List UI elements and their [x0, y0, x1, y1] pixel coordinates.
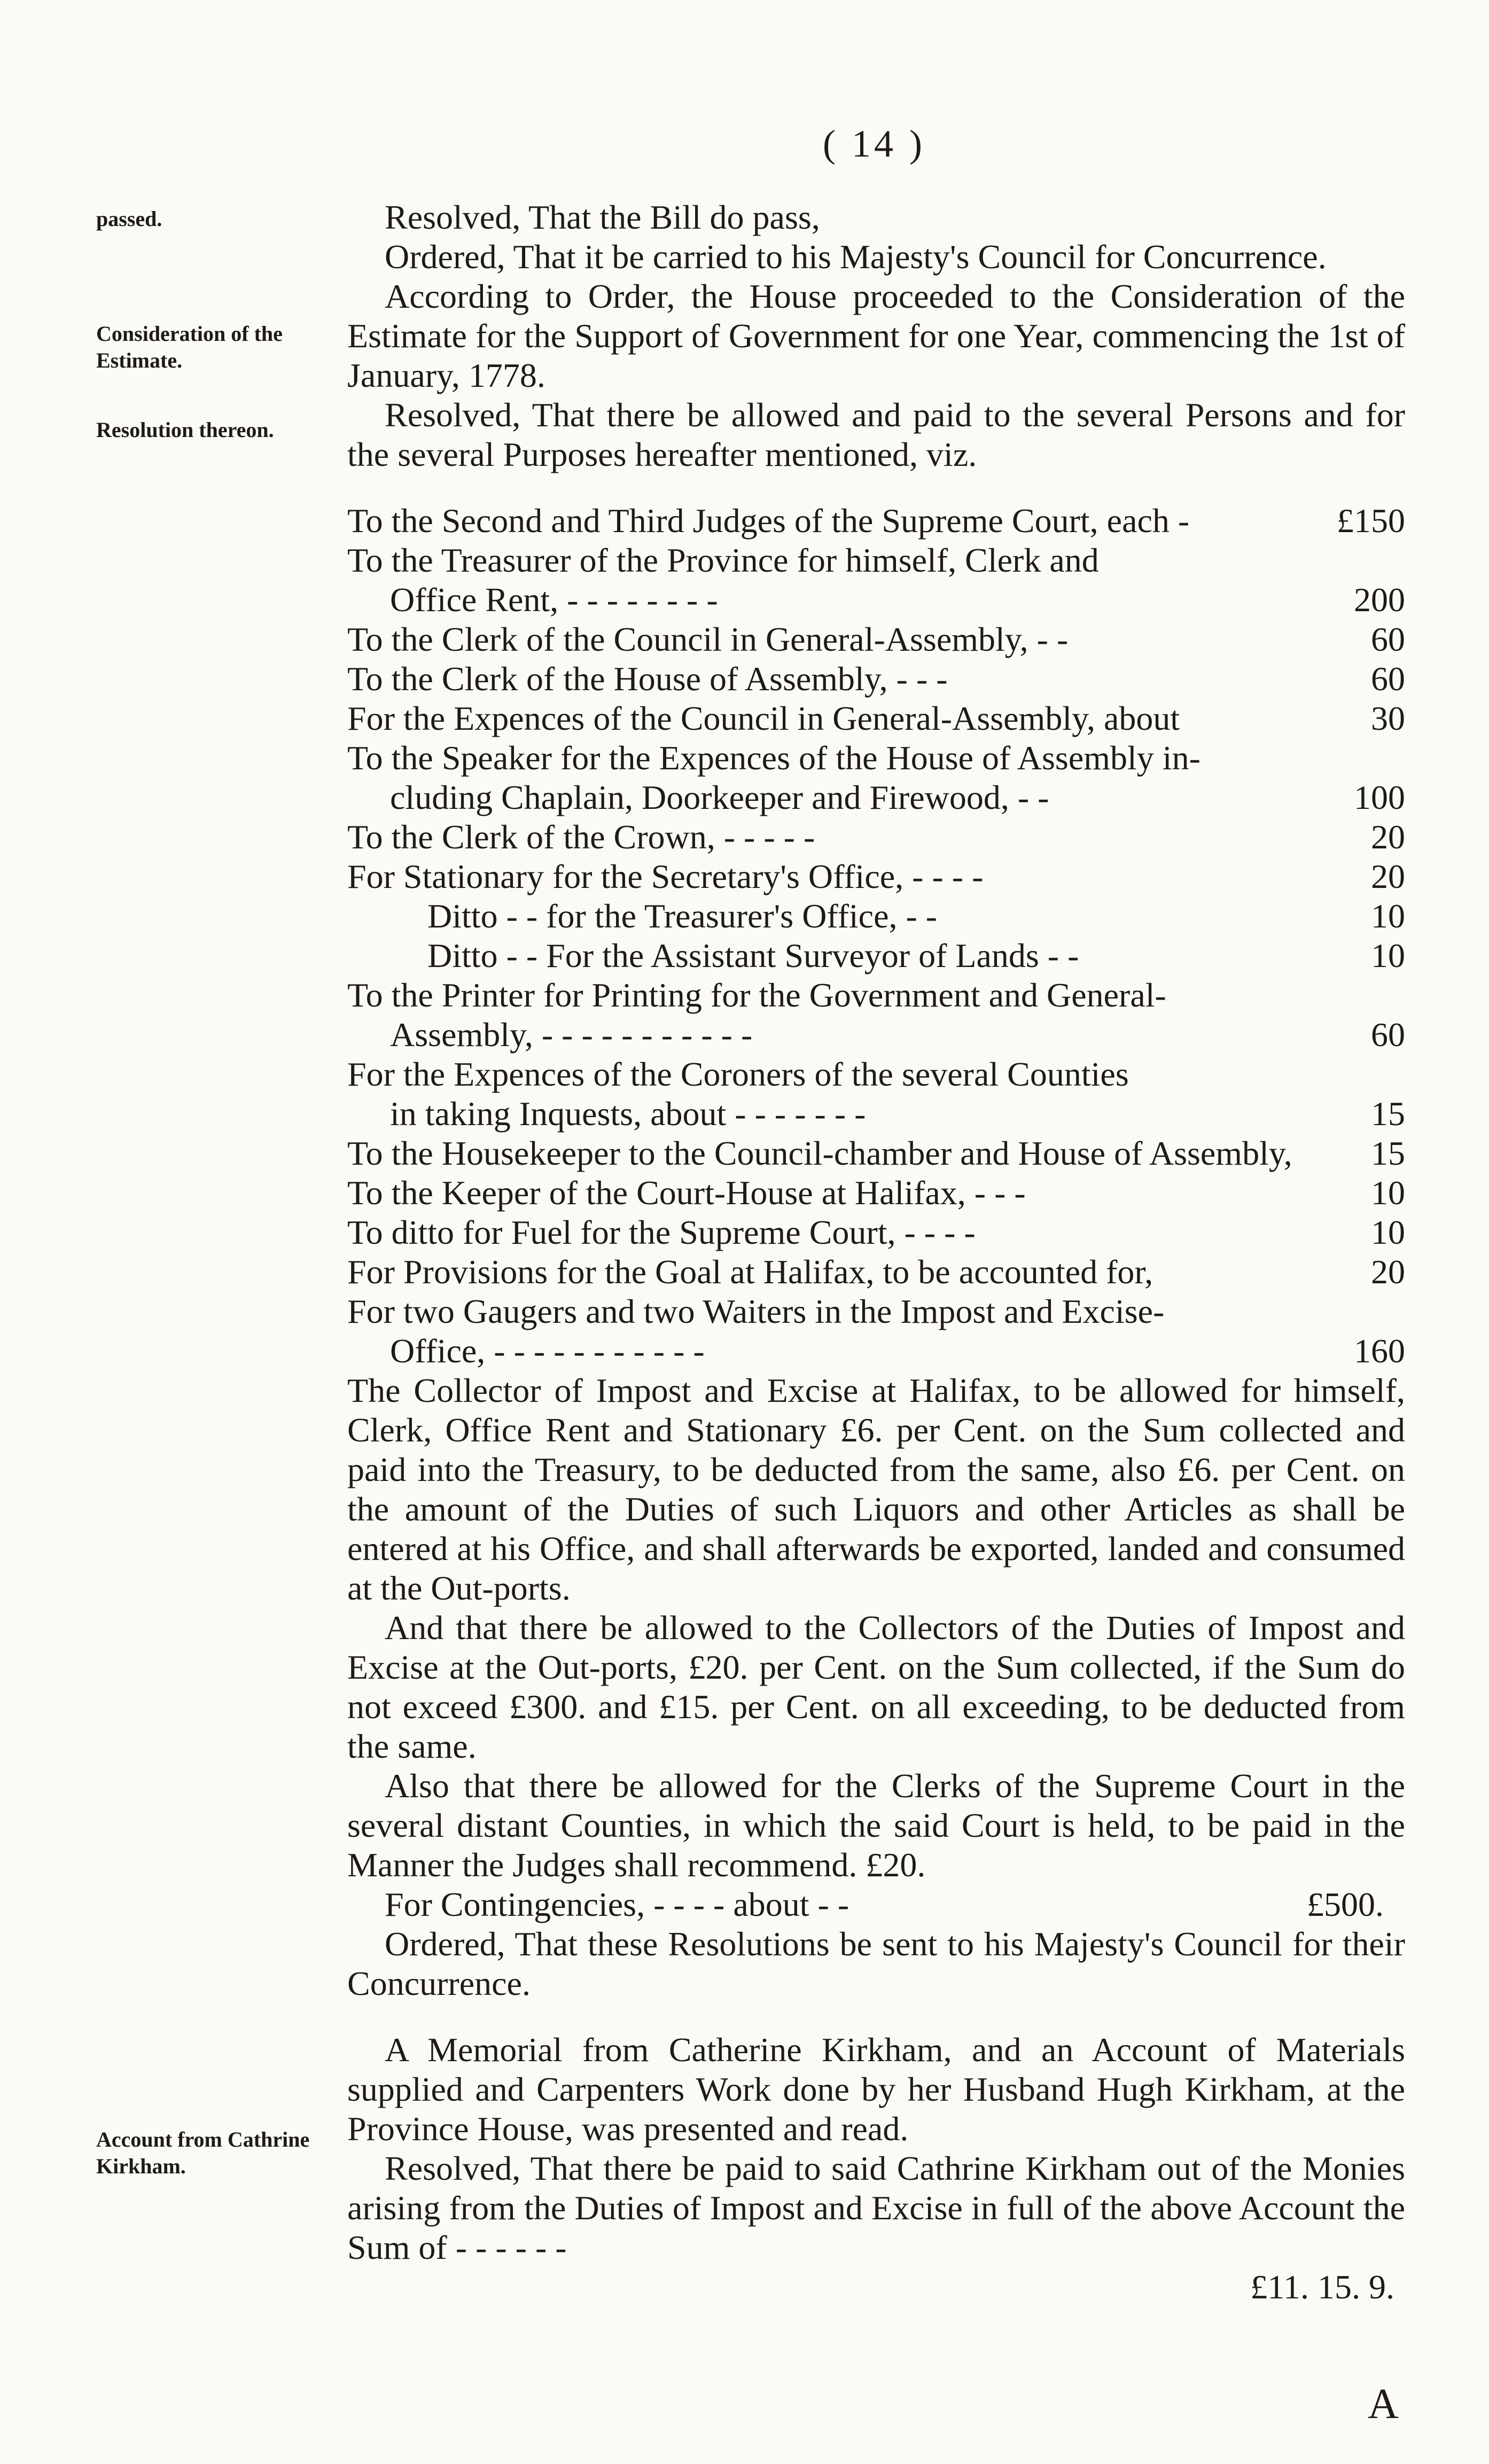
estimate-row: For Stationary for the Secretary's Office, - - - - 20	[347, 857, 1405, 895]
paragraph-ordered-council: Ordered, That it be carried to his Majesty's Council for Concurrence.	[385, 238, 1327, 276]
estimate-row: Ditto - - For the Assistant Surveyor of Lands - - 10	[427, 937, 1405, 974]
paragraph-clerks: Also that there be allowed for the Clerks of the Supreme Court in the several distant Counties, in which the said Court is held, to be paid in the Manner the Judges shall recommend. £20.	[347, 1767, 1405, 1884]
estimate-row: To the Printer for Printing for the Government and General-	[347, 976, 1166, 1014]
estimate-row: To the Housekeeper to the Council-chamber and House of Assembly, 15	[347, 1134, 1405, 1172]
estimate-row: To the Clerk of the Crown, - - - - - 20	[347, 818, 1405, 856]
kirkham-amount-row	[347, 2267, 1405, 2307]
margin-note-account: Account from Cathrine Kirkham.	[96, 2127, 310, 2178]
estimate-row: For two Gaugers and two Waiters in the Impost and Excise-	[347, 1292, 1165, 1330]
estimate-row: Office, - - - - - - - - - - - 160	[390, 1332, 1405, 1370]
paragraph-memorial: A Memorial from Catherine Kirkham, and an Account of Materials supplied and Carpenters Work done by her Husband Hugh Kirkham, at the Province House, was presented and read.	[347, 2031, 1405, 2148]
catchword: A	[1368, 2381, 1399, 2428]
estimate-row: For the Expences of the Council in General-Assembly, about 30	[347, 699, 1405, 737]
estimate-row: To the Clerk of the Council in General-Assembly, - - 60	[347, 620, 1405, 658]
paragraph-ordered-resolutions: Ordered, That these Resolutions be sent to his Majesty's Council for their Concurrence.	[347, 1925, 1405, 2002]
estimate-row: in taking Inquests, about - - - - - - - 15	[390, 1095, 1405, 1133]
margin-note-passed: passed.	[96, 207, 162, 231]
estimate-row: To the Keeper of the Court-House at Halifax, - - - 10	[347, 1174, 1405, 1212]
paragraph-resolved-allowed: Resolved, That there be allowed and paid to the several Persons and for the several Purposes hereafter mentioned, viz.	[347, 396, 1405, 473]
estimate-row: To the Clerk of the House of Assembly, - - - 60	[347, 660, 1405, 698]
contingencies-row: For Contingencies, - - - - about - - £500.	[385, 1885, 1384, 1923]
estimate-row: Assembly, - - - - - - - - - - - 60	[390, 1016, 1405, 1054]
estimate-row: For Provisions for the Goal at Halifax, to be accounted for, 20	[347, 1253, 1405, 1291]
paragraph-collector: The Collector of Impost and Excise at Halifax, to be allowed for himself, Clerk, Office Rent and Stationary £6. per Cent. on the Sum collected and paid into the Treasury, to be deducted from the same, also £6. per Cent. on the amount of the Duties of such Liquors and other Articles as shall be entered at his Office, and shall afterwards be exported, landed and consumed at the Out-ports.	[347, 1371, 1405, 1607]
main-text	[347, 198, 1405, 2307]
kirkham-amount: £11. 15. 9.	[1250, 2268, 1394, 2306]
page-number: ( 14 )	[823, 122, 925, 165]
estimate-row: For the Expences of the Coroners of the several Counties	[347, 1055, 1129, 1093]
estimate-row: To the Treasurer of the Province for himself, Clerk and	[347, 541, 1099, 579]
paragraph-consideration: According to Order, the House proceeded to the Consideration of the Estimate for the Support of Government for one Year, commencing the 1st of January, 1778.	[347, 277, 1405, 394]
estimate-row: To ditto for Fuel for the Supreme Court, - - - - 10	[347, 1213, 1405, 1251]
estimate-list	[347, 501, 1405, 1371]
paragraph-resolved-bill: Resolved, That the Bill do pass,	[385, 198, 820, 236]
estimate-row: To the Speaker for the Expences of the House of Assembly in-	[347, 739, 1200, 777]
estimate-row: Office Rent, - - - - - - - - 200	[390, 581, 1405, 619]
estimate-row: Ditto - - for the Treasurer's Office, - - 10	[427, 897, 1405, 935]
margin-note-resolution: Resolution thereon.	[96, 418, 274, 442]
paragraph-outports: And that there be allowed to the Collectors of the Duties of Impost and Excise at the Out-ports, £20. per Cent. on the Sum collected, if the Sum do not exceed £300. and £15. per Cent. on all exceeding, to be deducted from the same.	[347, 1609, 1405, 1765]
margin-note-consideration: Consideration of the Estimate.	[96, 322, 283, 372]
estimate-row: To the Second and Third Judges of the Supreme Court, each - £150	[347, 502, 1405, 540]
paragraph-resolved-kirkham: Resolved, That there be paid to said Cathrine Kirkham out of the Monies arising from the Duties of Impost and Excise in full of the above Account the Sum of - - - - - -	[347, 2149, 1405, 2266]
estimate-row: cluding Chaplain, Doorkeeper and Firewood, - - 100	[390, 778, 1405, 816]
